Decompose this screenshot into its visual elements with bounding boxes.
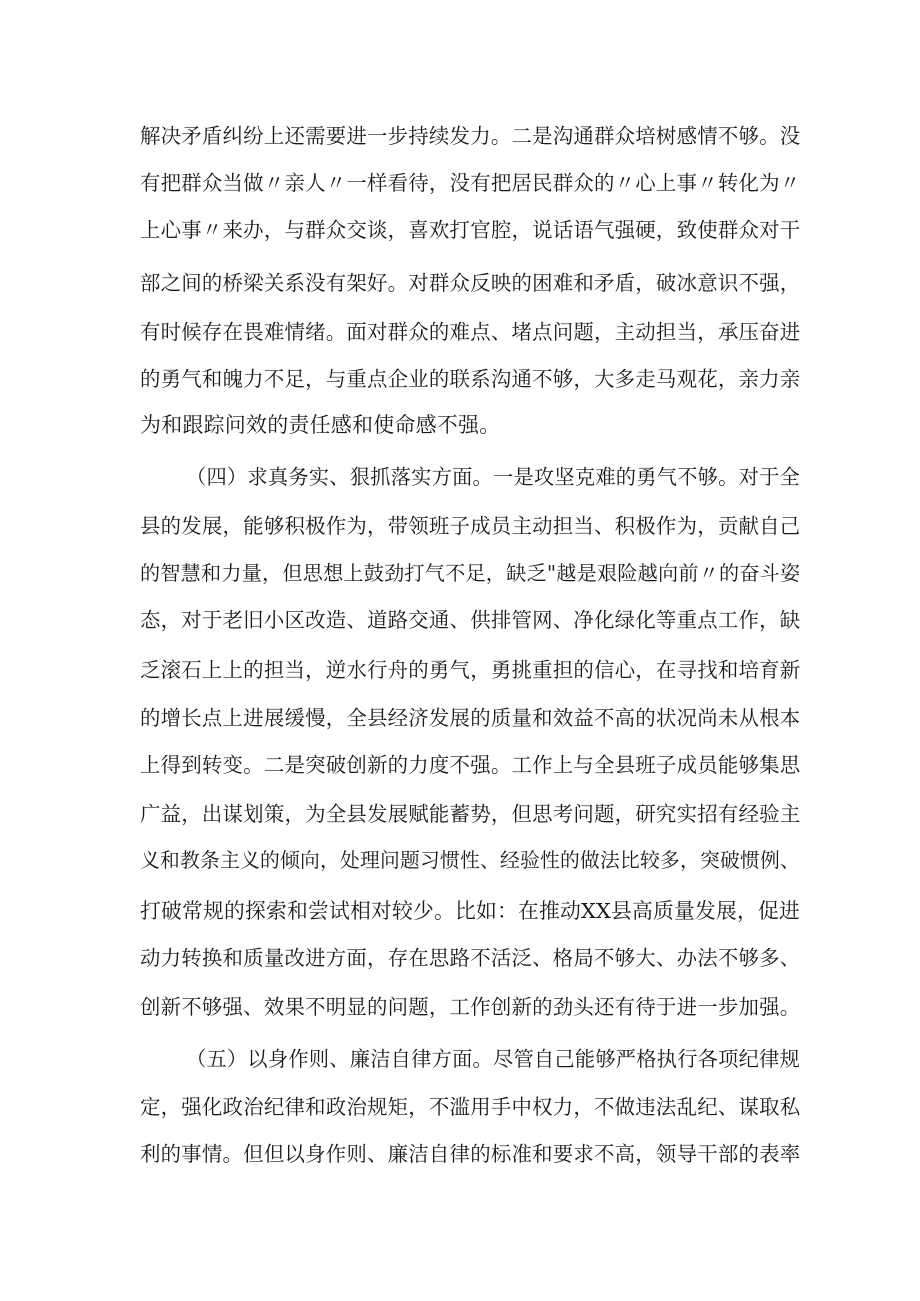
- text-line: 部之间的桥梁关系没有架好。对群众反映的困难和矛盾，破冰意识不强，: [140, 271, 801, 295]
- text-line: 上心事〃来办，与群众交谈，喜欢打官腔，说话语气强硬，致使群众对干: [140, 218, 801, 242]
- text-line: 有把群众当做〃亲人〃一样看待，没有把居民群众的〃心上事〃转化为〃: [140, 171, 801, 195]
- text-line: 上得到转变。二是突破创新的力度不强。工作上与全县班子成员能够集思: [140, 753, 801, 777]
- text-line: 广益，出谋划策，为全县发展赋能蓄势，但思考问题，研究实招有经验主: [140, 802, 801, 826]
- text-line: 动力转换和质量改进方面，存在思路不活泛、格局不够大、办法不够多、: [140, 946, 801, 970]
- text-line: 的智慧和力量，但思想上鼓劲打气不足，缺乏"越是艰险越向前〃的奋斗姿: [140, 561, 801, 585]
- text-line: 的增长点上进展缓慢，全县经济发展的质量和效益不高的状况尚未从根本: [140, 706, 801, 730]
- text-line: 态，对于老旧小区改造、道路交通、供排管网、净化绿化等重点工作，缺: [140, 608, 801, 632]
- text-line: 定，强化政治纪律和政治规矩，不滥用手中权力，不做违法乱纪、谋取私: [140, 1095, 801, 1119]
- text-line: 县的发展，能够积极作为，带领班子成员主动担当、积极作为，贡献自己: [140, 514, 801, 538]
- text-line: 的勇气和魄力不足，与重点企业的联系沟通不够，大多走马观花，亲力亲: [140, 367, 801, 391]
- section-heading-line: （五）以身作则、廉洁自律方面。尽管自己能够严格执行各项纪律规: [186, 1047, 800, 1071]
- text-line: 创新不够强、效果不明显的问题，工作创新的劲头还有待于进一步加强。: [140, 995, 801, 1019]
- text-line: 乏滚石上上的担当，逆水行舟的勇气，勇挑重担的信心，在寻找和培育新: [140, 658, 801, 682]
- text-line: 为和跟踪问效的责任感和使命感不强。: [140, 413, 501, 437]
- text-line: 义和教条主义的倾向，处理问题习惯性、经验性的做法比较多，突破惯例、: [140, 849, 800, 872]
- text-line: 解决矛盾纠纷上还需要进一步持续发力。二是沟通群众培树感情不够。没: [140, 124, 801, 148]
- text-line: 有时候存在畏难情绪。面对群众的难点、堵点问题，主动担当，承压奋进: [140, 320, 801, 344]
- section-heading-line: （四）求真务实、狠抓落实方面。一是攻坚克难的勇气不够。对于全: [186, 465, 800, 489]
- text-line: 利的事情。但但以身作则、廉洁自律的标准和要求不高，领导干部的表率: [140, 1142, 801, 1166]
- text-line: 打破常规的探索和尝试相对较少。比如：在推动XX县高质量发展，促进: [140, 899, 800, 923]
